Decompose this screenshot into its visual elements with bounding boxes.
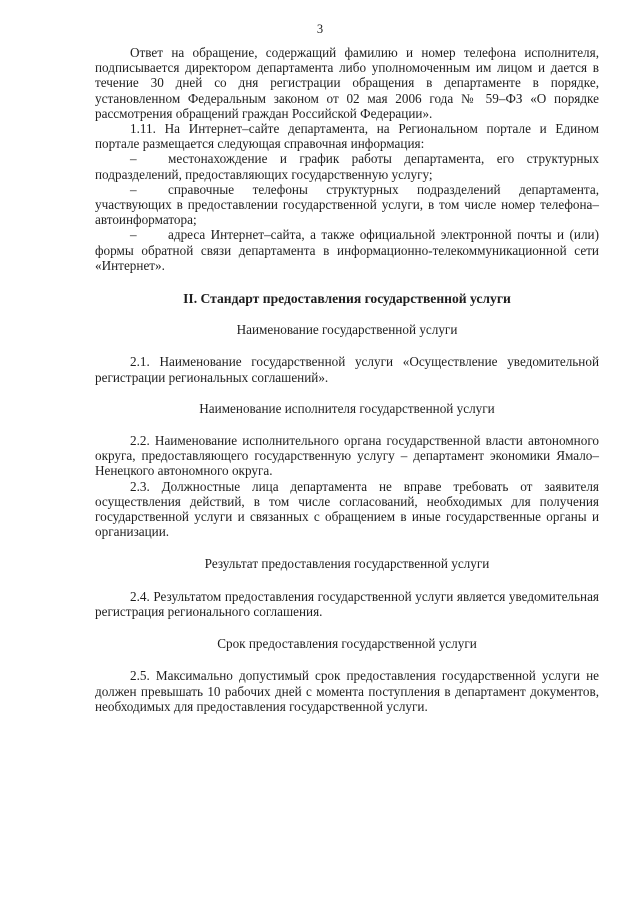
paragraph-2-2: 2.2. Наименование исполнительного органа государственной власти автономного округа, предоставляющего государственную услугу – департамент экономики Ямало–Ненецкого автономного округа. — [95, 433, 599, 479]
paragraph-2-5: 2.5. Максимально допустимый срок предоставления государственной услуги не должен превышать 10 рабочих дней с момента поступления в департамент документов, необходимых для предоставления государственной услуги. — [95, 668, 599, 714]
page-content — [95, 45, 599, 714]
bullet-dash: – — [130, 227, 137, 243]
bullet-item-addresses — [95, 227, 599, 273]
bullet-dash: – — [130, 151, 137, 167]
paragraph-2-3: 2.3. Должностные лица департамента не вправе требовать от заявителя осуществления действий, в том числе согласований, необходимых для получения государственной услуги и связанных с обращением в иные государственные органы и организации. — [95, 478, 599, 540]
bullet-text: местонахождение и график работы департамента, его структурных подразделений, предоставляющих государственную услугу; — [95, 151, 599, 182]
subheading-service-name: Наименование государственной услуги — [236, 322, 458, 338]
subheading-service-term: Срок предоставления государственной услуги — [217, 636, 477, 652]
bullet-item-phones — [95, 182, 599, 228]
bullet-dash: – — [130, 181, 137, 197]
subheading-service-result: Результат предоставления государственной услуги — [204, 556, 490, 572]
bullet-text: адреса Интернет–сайта, а также официальной электронной почты и (или) формы обратной связи департамента в информационно-телекоммуникационной сети «Интернет». — [95, 227, 599, 273]
paragraph-answer-signing: Ответ на обращение, содержащий фамилию и номер телефона исполнителя, подписывается директором департамента либо уполномоченным им лицом и дается в течение 30 дней со дня регистрации обращения в департаменте в порядке, установленном Федеральным законом от 02 мая 2006 года № 59–ФЗ «О порядке рассмотрения обращений граждан Российской Федерации». — [95, 45, 599, 121]
bullet-item-location — [95, 151, 599, 181]
page-number: 3 — [316, 22, 324, 36]
bullet-text: справочные телефоны структурных подразделений департамента, участвующих в предоставлении государственной услуги, в том числе номер телефона–автоинформатора; — [95, 181, 599, 228]
paragraph-2-1: 2.1. Наименование государственной услуги «Осуществление уведомительной регистрации региональных соглашений». — [95, 354, 599, 385]
subheading-executor-name: Наименование исполнителя государственной услуги — [199, 400, 495, 416]
section-title: II. Стандарт предоставления государственной услуги — [183, 291, 511, 307]
paragraph-2-4: 2.4. Результатом предоставления государственной услуги является уведомительная регистрация регионального соглашения. — [95, 588, 599, 619]
paragraph-1-11: 1.11. На Интернет–сайте департамента, на Региональном портале и Едином портале размещается следующая справочная информация: — [95, 121, 599, 152]
